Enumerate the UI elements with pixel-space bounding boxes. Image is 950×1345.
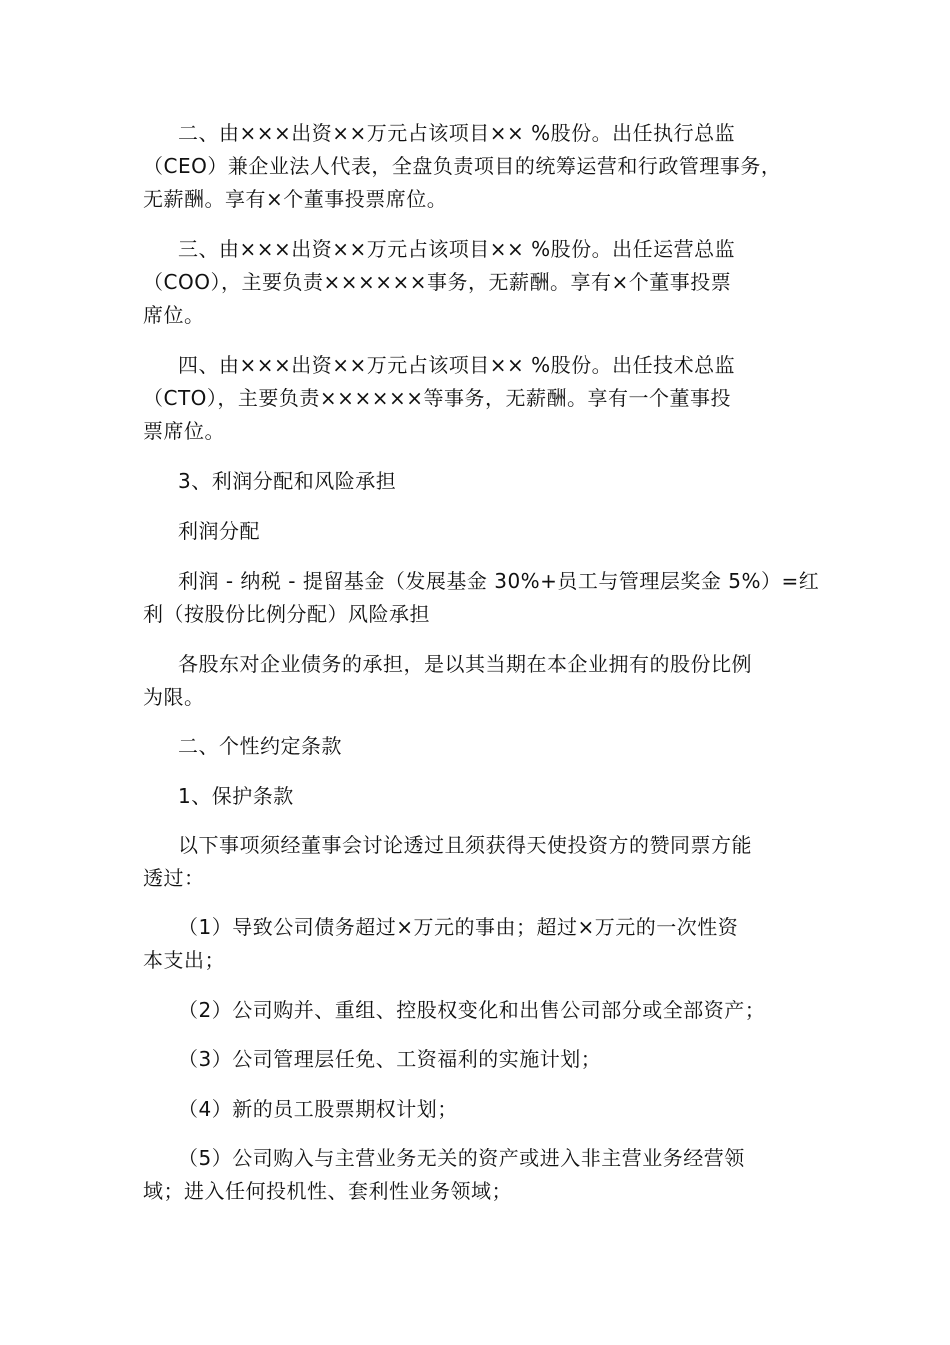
list-item-1-line-2: 本支出； [143, 948, 225, 972]
debt-paragraph-line-2: 为限。 [143, 685, 205, 709]
list-item-2: （2）公司购并、重组、控股权变化和出售公司部分或全部资产； [178, 998, 766, 1022]
formula-line-2: 利（按股份比例分配）风险承担 [143, 602, 430, 626]
paragraph-coo-line-3: 席位。 [143, 303, 205, 327]
list-item-5-line-1: （5）公司购入与主营业务无关的资产或进入非主营业务经营领 [178, 1146, 745, 1170]
intro-paragraph-line-1: 以下事项须经董事会讨论透过且须获得天使投资方的赞同票方能 [178, 833, 752, 857]
paragraph-ceo-line-2: （CEO）兼企业法人代表，全盘负责项目的统筹运营和行政管理事务， [143, 154, 782, 178]
paragraph-coo-line-2: （COO），主要负责××××××事务，无薪酬。享有×个董事投票 [143, 270, 732, 294]
paragraph-cto-line-2: （CTO），主要负责××××××等事务，无薪酬。享有一个董事投 [143, 386, 731, 410]
list-item-1-line-1: （1）导致公司债务超过×万元的事由；超过×万元的一次性资 [178, 915, 739, 939]
intro-paragraph-line-2: 透过： [143, 866, 205, 890]
list-item-5-line-2: 域；进入任何投机性、套利性业务领域； [143, 1179, 512, 1203]
debt-paragraph-line-1: 各股东对企业债务的承担，是以其当期在本企业拥有的股份比例 [178, 652, 752, 676]
paragraph-coo-line-1: 三、由×××出资××万元占该项目×× %股份。出任运营总监 [178, 237, 736, 261]
paragraph-cto-line-3: 票席位。 [143, 419, 225, 443]
section-heading-custom-terms: 二、个性约定条款 [178, 734, 342, 758]
paragraph-cto-line-1: 四、由×××出资××万元占该项目×× %股份。出任技术总监 [178, 353, 736, 377]
paragraph-ceo-line-3: 无薪酬。享有×个董事投票席位。 [143, 187, 448, 211]
list-item-4: （4）新的员工股票期权计划； [178, 1097, 458, 1121]
subheading-profit-distribution: 利润分配 [178, 519, 260, 543]
formula-line-1: 利润 - 纳税 - 提留基金（发展基金 30%+员工与管理层奖金 5%）=红 [178, 569, 820, 593]
subheading-protection-terms: 1、保护条款 [178, 784, 294, 808]
paragraph-ceo-line-1: 二、由×××出资××万元占该项目×× %股份。出任执行总监 [178, 121, 736, 145]
list-item-3: （3）公司管理层任免、工资福利的实施计划； [178, 1047, 602, 1071]
section-heading-profit-risk: 3、利润分配和风险承担 [178, 469, 397, 493]
